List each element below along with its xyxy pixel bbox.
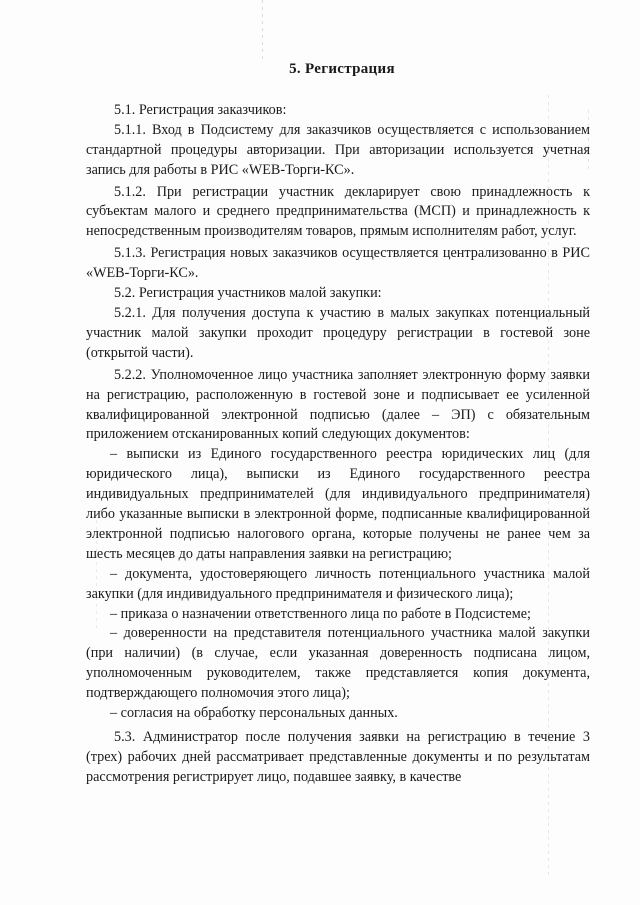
paragraph-5-1-1: 5.1.1. Вход в Подсистему для заказчиков осуществляется с использованием стандартной процедуры авторизации. При авторизации используется учетная запись для работы в РИС «WEB-Торги-КС». <box>86 121 590 178</box>
section-title: 5. Регистрация <box>289 61 395 77</box>
paragraph-5-1-3: 5.1.3. Регистрация новых заказчиков осуществляется централизованно в РИС «WEB-Торги-КС». <box>86 245 590 282</box>
paragraph-5-2-1: 5.2.1. Для получения доступа к участию в малых закупках потенциальный участник малой закупки проходит процедуру регистрации в гостевой зоне (открытой части). <box>86 304 590 361</box>
paragraph-5-1-2: 5.1.2. При регистрации участник декларирует свою принадлежность к субъектам малого и среднего предпринимательства (МСП) и принадлежность к непосредственным производителям товаров, прямым исполнителям работ, услуг. <box>86 183 590 240</box>
list-item-power-of-attorney: – доверенности на представителя потенциального участника малой закупки (при наличии) (в случае, если указанная доверенность подписана лицом, уполномоченным руководителем, также представляется копия документа, подтверждающего полномочия этого лица); <box>86 625 590 702</box>
list-item-consent: – согласия на обработку персональных данных. <box>110 705 398 722</box>
list-item-order: – приказа о назначении ответственного лица по работе в Подсистеме; <box>110 605 531 622</box>
list-item-identity-document: – документа, удостоверяющего личность потенциального участника малой закупки (для индивидуального предпринимателя и физического лица); <box>86 565 590 602</box>
document-body <box>86 60 590 788</box>
scan-artifact <box>262 0 263 60</box>
paragraph-5-3: 5.3. Администратор после получения заявки на регистрацию в течение 3 (трех) рабочих дней рассматривает представленные документы и по результатам рассмотрения регистрирует лицо, подавшее заявку, в качестве <box>86 729 590 785</box>
paragraph-5-2: 5.2. Регистрация участников малой закупки: <box>114 285 382 302</box>
paragraph-5-2-2: 5.2.2. Уполномоченное лицо участника заполняет электронную форму заявки на регистрацию, расположенную в гостевой зоне и подписывает ее усиленной квалифицированной электронной подписью (далее – ЭП) с обязательным приложением отсканированных копий следующих документов: <box>86 366 590 443</box>
paragraph-5-1: 5.1. Регистрация заказчиков: <box>114 101 287 118</box>
list-item-extract: – выписки из Единого государственного реестра юридических лиц (для юридического лица), выписки из Единого государственного реестра индивидуальных предпринимателей (для индивидуального предпринимателя) либо указанные выписки в электронной форме, подписанные квалифицированной электронной подписью налогового органа, которые получены не ранее чем за шесть месяцев до даты направления заявки на регистрацию; <box>86 446 590 562</box>
